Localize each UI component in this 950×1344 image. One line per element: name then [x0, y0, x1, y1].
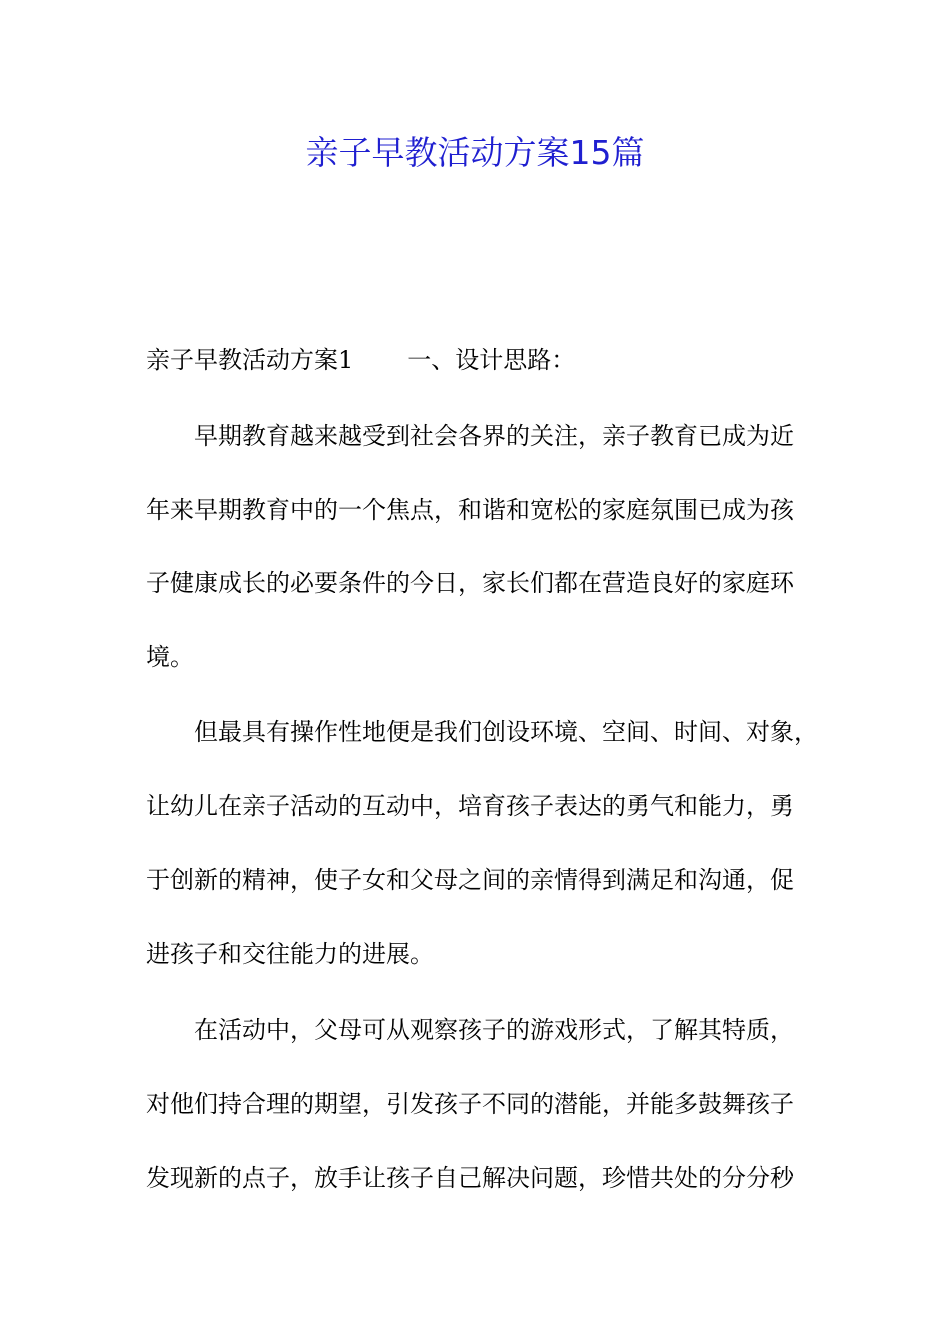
document-title: 亲子早教活动方案15篇	[305, 133, 645, 172]
paragraph-line: 于创新的精神，使子女和父母之间的亲情得到满足和沟通，促	[146, 866, 794, 894]
paragraph-line: 让幼儿在亲子活动的互动中，培育孩子表达的勇气和能力，勇	[146, 792, 794, 820]
section-heading: 亲子早教活动方案1	[146, 346, 354, 374]
paragraph-line: 但最具有操作性地便是我们创设环境、空间、时间、对象，	[194, 718, 818, 746]
paragraph-line: 在活动中，父母可从观察孩子的游戏形式，了解其特质，	[194, 1016, 794, 1044]
paragraph-line: 进孩子和交往能力的进展。	[146, 940, 434, 968]
paragraph-line: 发现新的点子，放手让孩子自己解决问题，珍惜共处的分分秒	[146, 1164, 794, 1192]
subheading: 一、设计思路：	[407, 346, 576, 374]
paragraph-line: 子健康成长的必要条件的今日，家长们都在营造良好的家庭环	[146, 569, 794, 597]
paragraph-line: 早期教育越来越受到社会各界的关注，亲子教育已成为近	[194, 422, 794, 450]
paragraph-line: 对他们持合理的期望，引发孩子不同的潜能，并能多鼓舞孩子	[146, 1090, 794, 1118]
paragraph-line: 境。	[146, 643, 194, 671]
section-heading-line	[146, 342, 575, 378]
paragraph-line: 年来早期教育中的一个焦点，和谐和宽松的家庭氛围已成为孩	[146, 496, 794, 524]
